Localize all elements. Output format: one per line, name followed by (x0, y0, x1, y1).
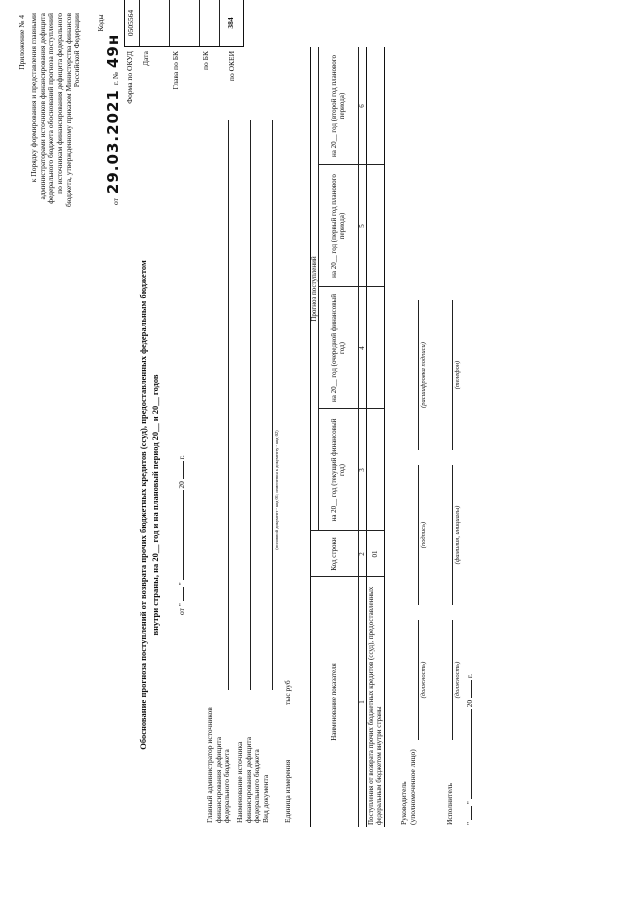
codes-box (124, 0, 244, 47)
document-title-line-2: внутри страны, на 20__ год и на плановый период 20__ и 20__ годов (150, 374, 160, 636)
col-header-code: Код строки (329, 537, 338, 571)
okei-label: по ОКЕИ (227, 51, 236, 82)
document-date-line: от " " 20 г. (177, 455, 186, 615)
head-label: Руководитель (уполномоченное лицо) (399, 749, 417, 825)
col-number-3: 3 (357, 468, 366, 472)
executor-label: Исполнитель (445, 783, 454, 825)
head-position-caption: (должность) (420, 661, 427, 699)
forecast-header: Прогноз поступлений (309, 256, 318, 322)
bk-chapter-label: Глава по БК (171, 51, 180, 90)
doc-type-hint: (основной документ - код 01; изменения к документу - код 02) (274, 430, 279, 550)
doc-type-fill-line (272, 120, 273, 690)
source-fill-line (250, 120, 251, 690)
appendix-line-1: к Порядку формирования и представления главными (29, 13, 38, 183)
head-decoding-caption: (расшифровка подписи) (420, 342, 427, 408)
appendix-block (30, 13, 82, 275)
unit-label: Единица измерения (283, 759, 292, 823)
appendix-line-2: администраторами источников финансирования дефицита (37, 13, 47, 200)
appendix-date-prefix: от (111, 198, 120, 205)
handwritten-number: 49н (104, 33, 122, 69)
row-code-01: 01 (370, 550, 379, 558)
doc-type-label: Вид документа (261, 774, 270, 823)
col-number-1: 1 (357, 700, 366, 704)
okud-code: 0505564 (126, 9, 135, 37)
bk-label: по БК (201, 51, 210, 70)
source-label: Наименование источника финансирования дефицита федерального бюджета (235, 736, 262, 823)
col-number-2: 2 (357, 552, 366, 556)
row-name-loans: Поступления от возврата прочих бюджетных кредитов (ссуд), предоставленных федеральным бюджетом внутри страны (366, 586, 383, 825)
executor-position-caption: (должность) (454, 661, 461, 699)
admin-fill-line (228, 120, 229, 690)
unit-value: тыс руб (283, 680, 292, 705)
appendix-num-prefix: г. № (111, 72, 120, 86)
head-signature-caption: (подпись) (420, 521, 427, 549)
col-header-plan-year-2: на 20__ год (второй год планового периода) (329, 55, 346, 157)
okei-code: 384 (226, 17, 235, 29)
col-number-4: 4 (357, 346, 366, 350)
col-number-5: 5 (357, 224, 366, 228)
col-number-6: 6 (357, 104, 366, 108)
appendix-title: Приложение № 4 (17, 15, 26, 70)
col-header-name: Наименование показателя (329, 663, 338, 741)
okud-label: Форма по ОКУД (125, 51, 134, 104)
date-code-label: Дата (141, 51, 150, 66)
appendix-line-6: Российской Федерации (72, 13, 82, 88)
handwritten-date: 29.03.2021 (104, 89, 122, 195)
signature-date-line: " " 20 г. (465, 674, 474, 825)
appendix-line-5: бюджета, утвержденному приказом Министерства финансов (63, 13, 73, 207)
admin-label: Главный администратор источников финансирования дефицита федерального бюджета (205, 707, 232, 823)
executor-fio-caption: (фамилия, инициалы) (454, 505, 461, 565)
col-header-plan-year-1: на 20__ год (первый год планового периода) (329, 174, 346, 278)
executor-phone-caption: (телефон) (454, 360, 461, 390)
col-header-next-year: на 20__ год (очередной финансовый год) (329, 294, 346, 402)
forecast-table (309, 47, 383, 827)
document-title-line-1: Обоснование прогноза поступлений от возврата прочих бюджетных кредитов (ссуд), предоставленных федеральным бюджетом (138, 260, 148, 750)
codes-header: Коды (96, 14, 105, 32)
col-header-current-year: на 20__ год (текущий финансовый год) (329, 418, 346, 522)
appendix-line-3: федерального бюджета обоснований прогноза поступлений (46, 13, 56, 204)
appendix-line-4: по источникам финансирования дефицита федерального (54, 13, 64, 194)
